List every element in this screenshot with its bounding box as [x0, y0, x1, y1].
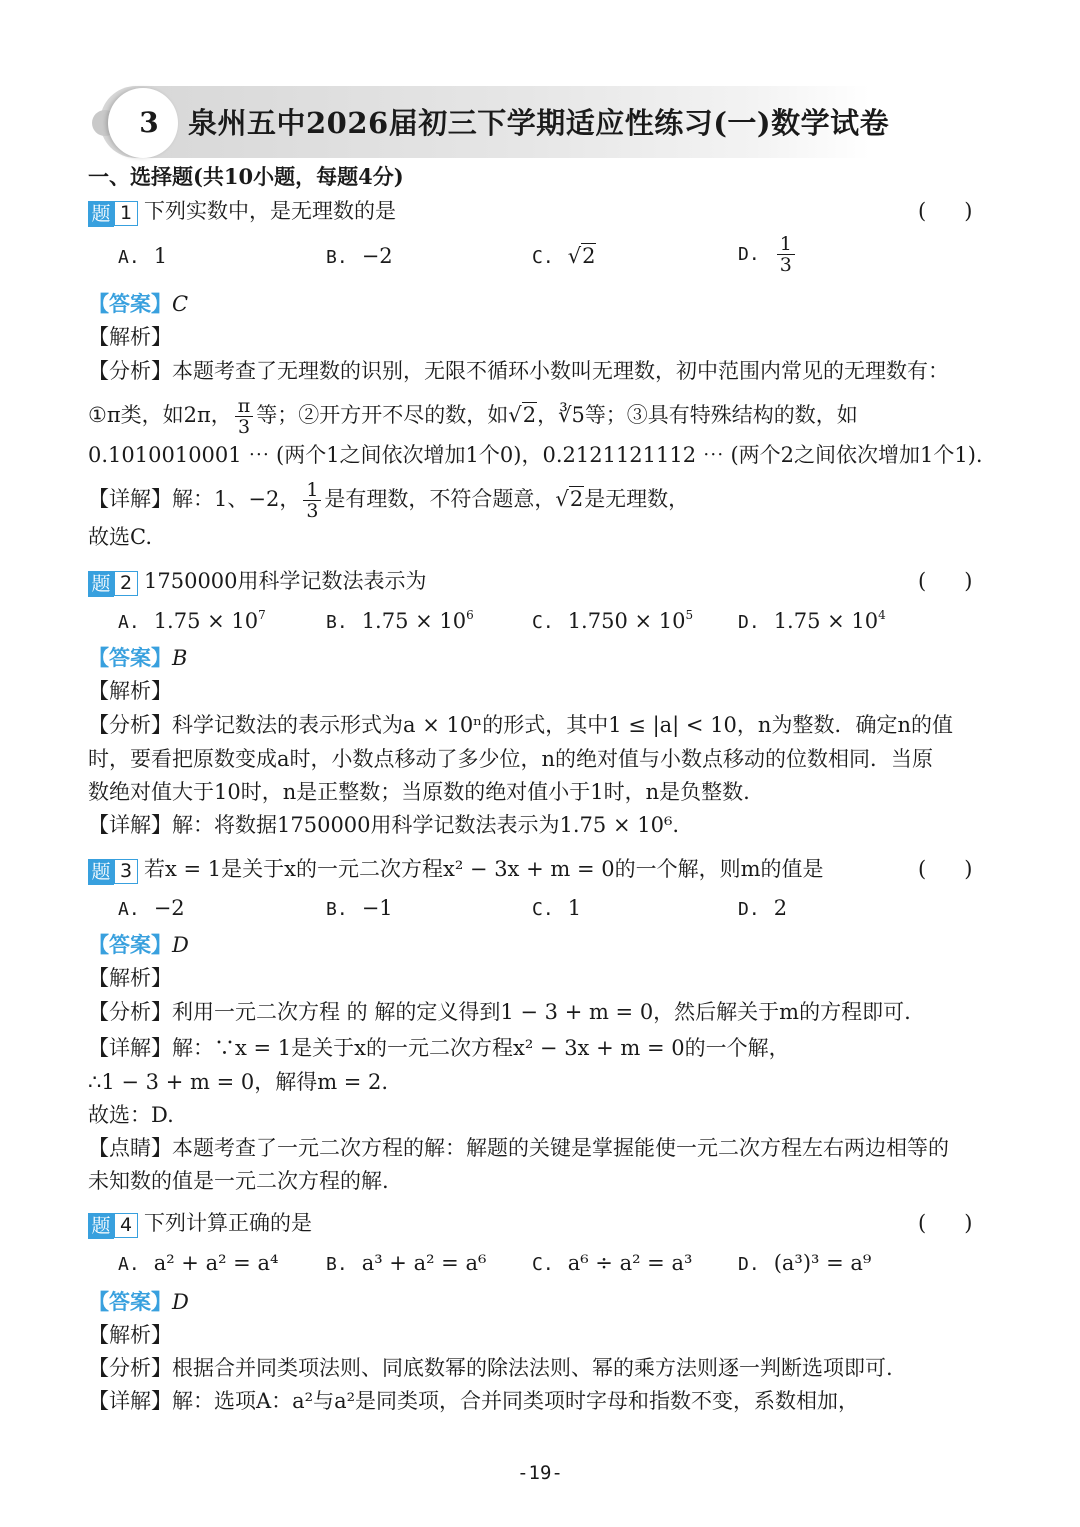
q1-analysis: 【分析】本题考查了无理数的识别，无限不循环小数叫无理数，初中范围内常见的无理数有：: [88, 359, 949, 383]
q2-detail: 【详解】解：将数据1750000用科学记数法表示为1.75 × 10⁶.: [88, 813, 680, 837]
q1-analysis-line-2: ①π类，如2π， $\frac{\pi}{3}$ 等；②开方开不尽的数，如√2，∛5等；③具有特殊结构的数，如: [88, 395, 858, 438]
q4-option-d: D. (a³)³ = a⁹: [738, 1251, 872, 1275]
q2-jiexi-label: 【解析】: [88, 679, 172, 703]
question-4-stem: 题 4 下列计算正确的是: [88, 1209, 312, 1239]
q4-jiexi-label: 【解析】: [88, 1323, 172, 1347]
q1-option-b: B. −2: [326, 244, 393, 268]
q3-answer: 【答案】D: [88, 932, 189, 957]
q1-option-c: C. √2: [532, 244, 596, 268]
question-2-stem: 题 2 1750000用科学记数法表示为: [88, 567, 427, 597]
q3-conclusion: 故选：D.: [88, 1103, 174, 1127]
question-tag: 题 1: [88, 201, 138, 227]
q3-analysis: 【分析】利用一元二次方程 的 解的定义得到1 − 3 + m = 0，然后解关于m的方程即可.: [88, 1000, 911, 1024]
q1-option-a: A. 1: [118, 244, 168, 268]
q4-option-c: C. a⁶ ÷ a² = a³: [532, 1251, 693, 1275]
q1-option-d: D. $\frac{1}{3}$: [738, 234, 798, 275]
answer-parentheses: (): [918, 569, 1011, 593]
q2-answer: 【答案】B: [88, 645, 188, 670]
q3-option-a: A. −2: [118, 896, 185, 920]
q2-analysis-line-3: 数绝对值大于10时，n是正整数；当原数的绝对值小于1时，n是负整数.: [88, 780, 750, 804]
q1-analysis-line-3: 0.1010010001 ⋯ (两个1之间依次增加1个0)，0.2121121112 ⋯ (两个2之间依次增加1个1).: [88, 443, 983, 467]
question-3-stem: 题 3 若x = 1是关于x的一元二次方程x² − 3x + m = 0的一个解，则m的值是: [88, 855, 823, 885]
q1-answer: 【答案】C: [88, 291, 189, 316]
q2-option-b: B. $1.75 \times 10^6$: [326, 608, 474, 633]
q3-option-d: D. 2: [738, 896, 788, 920]
question-tag: 题 3: [88, 859, 138, 885]
q4-detail: 【详解】解：选项A：a²与a²是同类项，合并同类项时字母和指数不变，系数相加，: [88, 1389, 860, 1413]
q2-option-a: A. $1.75 \times 10^7$: [118, 608, 266, 633]
q2-analysis: 【分析】科学记数法的表示形式为a × 10ⁿ的形式，其中1 ≤ |a| < 10，n为整数．确定n的值: [88, 713, 953, 737]
q3-remark: 【点睛】本题考查了一元二次方程的解：解题的关键是掌握能使一元二次方程左右两边相等的: [88, 1136, 949, 1160]
answer-parentheses: (): [918, 1211, 1011, 1235]
q3-detail-line-2: ∴1 − 3 + m = 0，解得m = 2.: [88, 1070, 389, 1094]
q4-answer: 【答案】D: [88, 1289, 189, 1314]
q3-detail: 【详解】解：∵x = 1是关于x的一元二次方程x² − 3x + m = 0的一个解，: [88, 1036, 790, 1060]
question-tag: 题 2: [88, 571, 138, 597]
q1-conclusion: 故选C.: [88, 525, 152, 549]
q3-option-b: B. −1: [326, 896, 393, 920]
q1-detail: 【详解】解：1、−2， $\frac{1}{3}$ 是有理数，不符合题意，√2是无理数，: [88, 479, 690, 522]
question-1-stem: 题 1 下列实数中，是无理数的是: [88, 197, 396, 227]
answer-parentheses: (): [918, 857, 1011, 881]
chapter-number: 3: [139, 106, 159, 139]
q2-analysis-line-2: 时，要看把原数变成a时，小数点移动了多少位，n的绝对值与小数点移动的位数相同．当原: [88, 747, 934, 771]
q3-remark-line-2: 未知数的值是一元二次方程的解.: [88, 1169, 389, 1193]
page-title: 泉州五中2026届初三下学期适应性练习(一)数学试卷: [188, 106, 890, 140]
page-number: -19-: [517, 1462, 563, 1484]
q1-jiexi-label: 【解析】: [88, 325, 172, 349]
q4-analysis: 【分析】根据合并同类项法则、同底数幂的除法法则、幂的乘方法则逐一判断选项即可.: [88, 1356, 893, 1380]
q3-jiexi-label: 【解析】: [88, 966, 172, 990]
answer-parentheses: (): [918, 199, 1011, 223]
q4-option-a: A. a² + a² = a⁴: [118, 1251, 279, 1275]
q2-option-c: C. $1.750 \times 10^5$: [532, 608, 694, 633]
q4-option-b: B. a³ + a² = a⁶: [326, 1251, 487, 1275]
q2-option-d: D. $1.75 \times 10^4$: [738, 608, 886, 633]
question-tag: 题 4: [88, 1213, 138, 1239]
section-title: 一、选择题(共10小题，每题4分): [88, 164, 404, 189]
q3-option-c: C. 1: [532, 896, 582, 920]
